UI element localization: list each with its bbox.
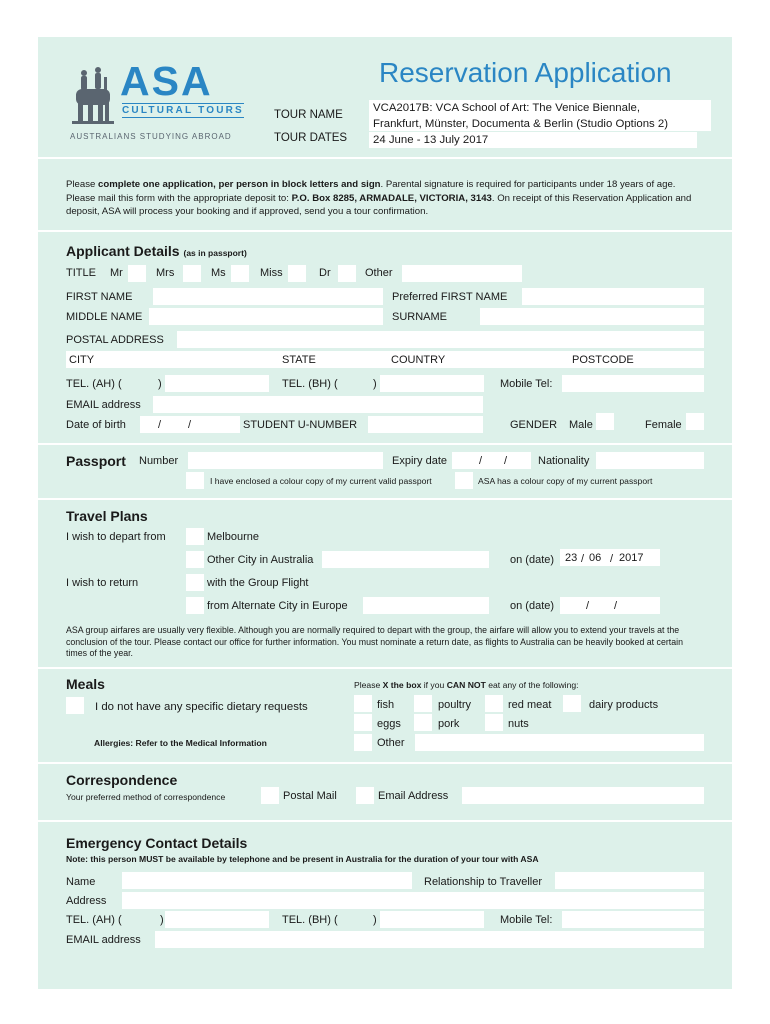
title-dr-checkbox[interactable] — [338, 265, 356, 282]
emergency-mobile-field[interactable] — [562, 911, 704, 928]
correspondence-preferred-label: Your preferred method of correspondence — [66, 792, 226, 802]
passport-heading: Passport — [66, 453, 126, 469]
pork-label: pork — [438, 718, 460, 730]
correspondence-heading: Correspondence — [66, 772, 178, 788]
email-address-checkbox[interactable] — [356, 787, 374, 804]
depart-slash-1: / — [581, 553, 585, 565]
postal-address-field[interactable] — [177, 331, 704, 348]
tour-name-field[interactable] — [369, 100, 711, 131]
return-date-field[interactable] — [560, 597, 660, 614]
passport-enclosed-label: I have enclosed a colour copy of my current valid passport — [210, 476, 432, 486]
depart-label: I wish to depart from — [66, 531, 166, 543]
nationality-field[interactable] — [596, 452, 704, 469]
title-other-field[interactable] — [402, 265, 522, 282]
preferred-first-name-label: Preferred FIRST NAME — [392, 291, 508, 303]
fish-label: fish — [377, 699, 395, 711]
title-mr-label: Mr — [110, 267, 123, 279]
expiry-slash-2: / — [504, 455, 508, 467]
red-meat-label: red meat — [508, 699, 552, 711]
form-page — [38, 37, 732, 989]
group-flight-checkbox[interactable] — [186, 574, 204, 591]
tel-ah-field[interactable] — [165, 375, 269, 392]
expiry-slash-1: / — [479, 455, 483, 467]
return-slash-1: / — [586, 600, 590, 612]
dob-label: Date of birth — [66, 419, 126, 431]
preferred-first-name-field[interactable] — [522, 288, 704, 305]
title-ms-checkbox[interactable] — [231, 265, 249, 282]
correspondence-email-field[interactable] — [462, 787, 704, 804]
meal-other-label: Other — [377, 737, 405, 749]
middle-name-field[interactable] — [149, 308, 383, 325]
tel-bh-close: ) — [373, 378, 377, 390]
nationality-label: Nationality — [538, 455, 590, 467]
tel-ah-close: ) — [158, 378, 162, 390]
depart-day: 23 — [565, 552, 578, 564]
poultry-label: poultry — [438, 699, 472, 711]
emergency-note: Note: this person MUST be available by telephone and be present in Australia for the duration of your tour with ASA — [66, 854, 539, 864]
title-mr-checkbox[interactable] — [128, 265, 146, 282]
nuts-label: nuts — [508, 718, 529, 730]
emergency-name-field[interactable] — [122, 872, 412, 889]
tel-bh-field[interactable] — [380, 375, 484, 392]
postal-address-label: POSTAL ADDRESS — [66, 334, 164, 346]
emergency-tel-ah-field[interactable] — [165, 911, 269, 928]
dob-slash-1: / — [158, 419, 162, 431]
emergency-tel-bh-label: TEL. (BH) ( — [282, 914, 338, 926]
intro-paragraph: Please complete one application, per person in block letters and sign. Parental signature is required for participants under 18 years of age. Please mail this form with the appropriate deposit to: P.O. Box 8285, ARMADALE, VICTORIA, 3143. On receipt of this Reservation Application and deposit, ASA will process your booking and if approved, send you a tour confirmation. — [66, 179, 692, 217]
title-miss-checkbox[interactable] — [288, 265, 306, 282]
title-label: TITLE — [66, 267, 96, 279]
meal-other-checkbox[interactable] — [354, 734, 372, 751]
state-label: STATE — [282, 354, 316, 366]
tour-name-label: TOUR NAME — [274, 109, 343, 121]
melbourne-checkbox[interactable] — [186, 528, 204, 545]
asa-has-passport-label: ASA has a colour copy of my current passport — [478, 476, 653, 486]
eggs-checkbox[interactable] — [354, 714, 372, 731]
divider — [38, 667, 732, 669]
meals-heading: Meals — [66, 676, 105, 692]
group-flight-label: with the Group Flight — [207, 577, 309, 589]
emergency-tel-ah-label: TEL. (AH) ( — [66, 914, 122, 926]
first-name-label: FIRST NAME — [66, 291, 133, 303]
pork-checkbox[interactable] — [414, 714, 432, 731]
title-other-label: Other — [365, 267, 393, 279]
no-dietary-checkbox[interactable] — [66, 697, 84, 714]
nuts-checkbox[interactable] — [485, 714, 503, 731]
expiry-date-label: Expiry date — [392, 455, 448, 467]
dairy-label: dairy products — [589, 699, 659, 711]
gender-label: GENDER — [510, 419, 558, 431]
relationship-field[interactable] — [555, 872, 704, 889]
fish-checkbox[interactable] — [354, 695, 372, 712]
postcode-label: POSTCODE — [572, 354, 634, 366]
other-city-field[interactable] — [322, 551, 489, 568]
surname-field[interactable] — [480, 308, 704, 325]
emergency-mobile-label: Mobile Tel: — [500, 914, 553, 926]
title-dr-label: Dr — [319, 267, 331, 279]
emergency-heading: Emergency Contact Details — [66, 835, 248, 851]
meals-instruction: Please X the box if you CAN NOT eat any of the following: — [354, 680, 579, 690]
passport-number-label: Number — [139, 455, 179, 467]
email-label: EMAIL address — [66, 399, 141, 411]
student-number-label: STUDENT U-NUMBER — [243, 419, 358, 431]
depart-year: 2017 — [619, 552, 644, 564]
alt-city-field[interactable] — [363, 597, 489, 614]
title-mrs-label: Mrs — [156, 267, 175, 279]
emergency-tel-bh-close: ) — [373, 914, 377, 926]
postal-mail-label: Postal Mail — [283, 790, 337, 802]
title-miss-label: Miss — [260, 267, 283, 279]
alt-city-label: from Alternate City in Europe — [207, 600, 348, 612]
dob-slash-2: / — [188, 419, 192, 431]
divider — [38, 762, 732, 764]
tour-dates-label: TOUR DATES — [274, 132, 348, 144]
email-field[interactable] — [153, 396, 483, 413]
surname-label: SURNAME — [392, 311, 448, 323]
mobile-label: Mobile Tel: — [500, 378, 553, 390]
emergency-name-label: Name — [66, 876, 96, 888]
first-name-field[interactable] — [153, 288, 383, 305]
city-label: CITY — [69, 354, 95, 366]
gender-male-checkbox[interactable] — [596, 413, 614, 430]
depart-month: 06 — [589, 552, 602, 564]
tour-name-line1: VCA2017B: VCA School of Art: The Venice Biennale, — [373, 102, 641, 114]
eggs-label: eggs — [377, 718, 401, 730]
country-label: COUNTRY — [391, 354, 446, 366]
title-mrs-checkbox[interactable] — [183, 265, 201, 282]
postal-mail-checkbox[interactable] — [261, 787, 279, 804]
logo-brand: ASA — [120, 58, 213, 104]
title-ms-label: Ms — [211, 267, 226, 279]
mobile-field[interactable] — [562, 375, 704, 392]
emergency-email-field[interactable] — [155, 931, 704, 948]
logo-sub: CULTURAL TOURS — [122, 105, 244, 116]
emergency-address-field[interactable] — [122, 892, 704, 909]
meal-other-field[interactable] — [415, 734, 704, 751]
logo-tagline: AUSTRALIANS STUDYING ABROAD — [70, 132, 232, 141]
figures-emblem-icon — [70, 65, 116, 129]
student-number-field[interactable] — [368, 416, 483, 433]
other-city-label: Other City in Australia — [207, 554, 314, 566]
emergency-tel-ah-close: ) — [160, 914, 164, 926]
melbourne-label: Melbourne — [207, 531, 259, 543]
asa-has-passport-checkbox[interactable] — [455, 472, 473, 489]
applicant-heading: Applicant Details (as in passport) — [66, 243, 247, 259]
return-slash-2: / — [614, 600, 618, 612]
divider — [38, 230, 732, 232]
other-city-checkbox[interactable] — [186, 551, 204, 568]
emergency-tel-bh-field[interactable] — [380, 911, 484, 928]
divider — [38, 820, 732, 822]
page-title: Reservation Application — [379, 57, 672, 88]
gender-female-label: Female — [645, 419, 682, 431]
middle-name-label: MIDDLE NAME — [66, 311, 143, 323]
passport-number-field[interactable] — [188, 452, 383, 469]
passport-enclosed-checkbox[interactable] — [186, 472, 204, 489]
airfare-note: ASA group airfares are usually very flexible. Although you are normally required to depart with the group, the airfare will allow you to extend your travels at the conclusion of the tour. Please contact our office for further information. You must nominate a return date, as flights to Australia can be heavily booked at certain times of the year. — [66, 625, 683, 658]
no-dietary-label: I do not have any specific dietary requests — [95, 701, 308, 713]
email-address-label: Email Address — [378, 790, 449, 802]
alt-city-checkbox[interactable] — [186, 597, 204, 614]
relationship-label: Relationship to Traveller — [424, 876, 543, 888]
tour-name-line2: Frankfurt, Münster, Documenta & Berlin (Studio Options 2) — [373, 118, 669, 130]
divider — [38, 443, 732, 445]
return-on-date-label: on (date) — [510, 600, 555, 612]
emergency-address-label: Address — [66, 895, 107, 907]
poultry-checkbox[interactable] — [414, 695, 432, 712]
emergency-email-label: EMAIL address — [66, 934, 141, 946]
allergies-note: Allergies: Refer to the Medical Information — [94, 738, 267, 748]
gender-female-checkbox[interactable] — [686, 413, 704, 430]
depart-slash-2: / — [610, 553, 614, 565]
travel-plans-heading: Travel Plans — [66, 508, 148, 524]
tel-bh-label: TEL. (BH) ( — [282, 378, 338, 390]
tel-ah-label: TEL. (AH) ( — [66, 378, 122, 390]
tour-dates-field[interactable]: 24 June - 13 July 2017 — [369, 132, 697, 148]
dairy-checkbox[interactable] — [563, 695, 581, 712]
gender-male-label: Male — [569, 419, 593, 431]
red-meat-checkbox[interactable] — [485, 695, 503, 712]
expiry-date-field[interactable] — [452, 452, 531, 469]
divider — [38, 157, 732, 159]
depart-on-date-label: on (date) — [510, 554, 555, 566]
return-label: I wish to return — [66, 577, 139, 589]
divider — [38, 498, 732, 500]
